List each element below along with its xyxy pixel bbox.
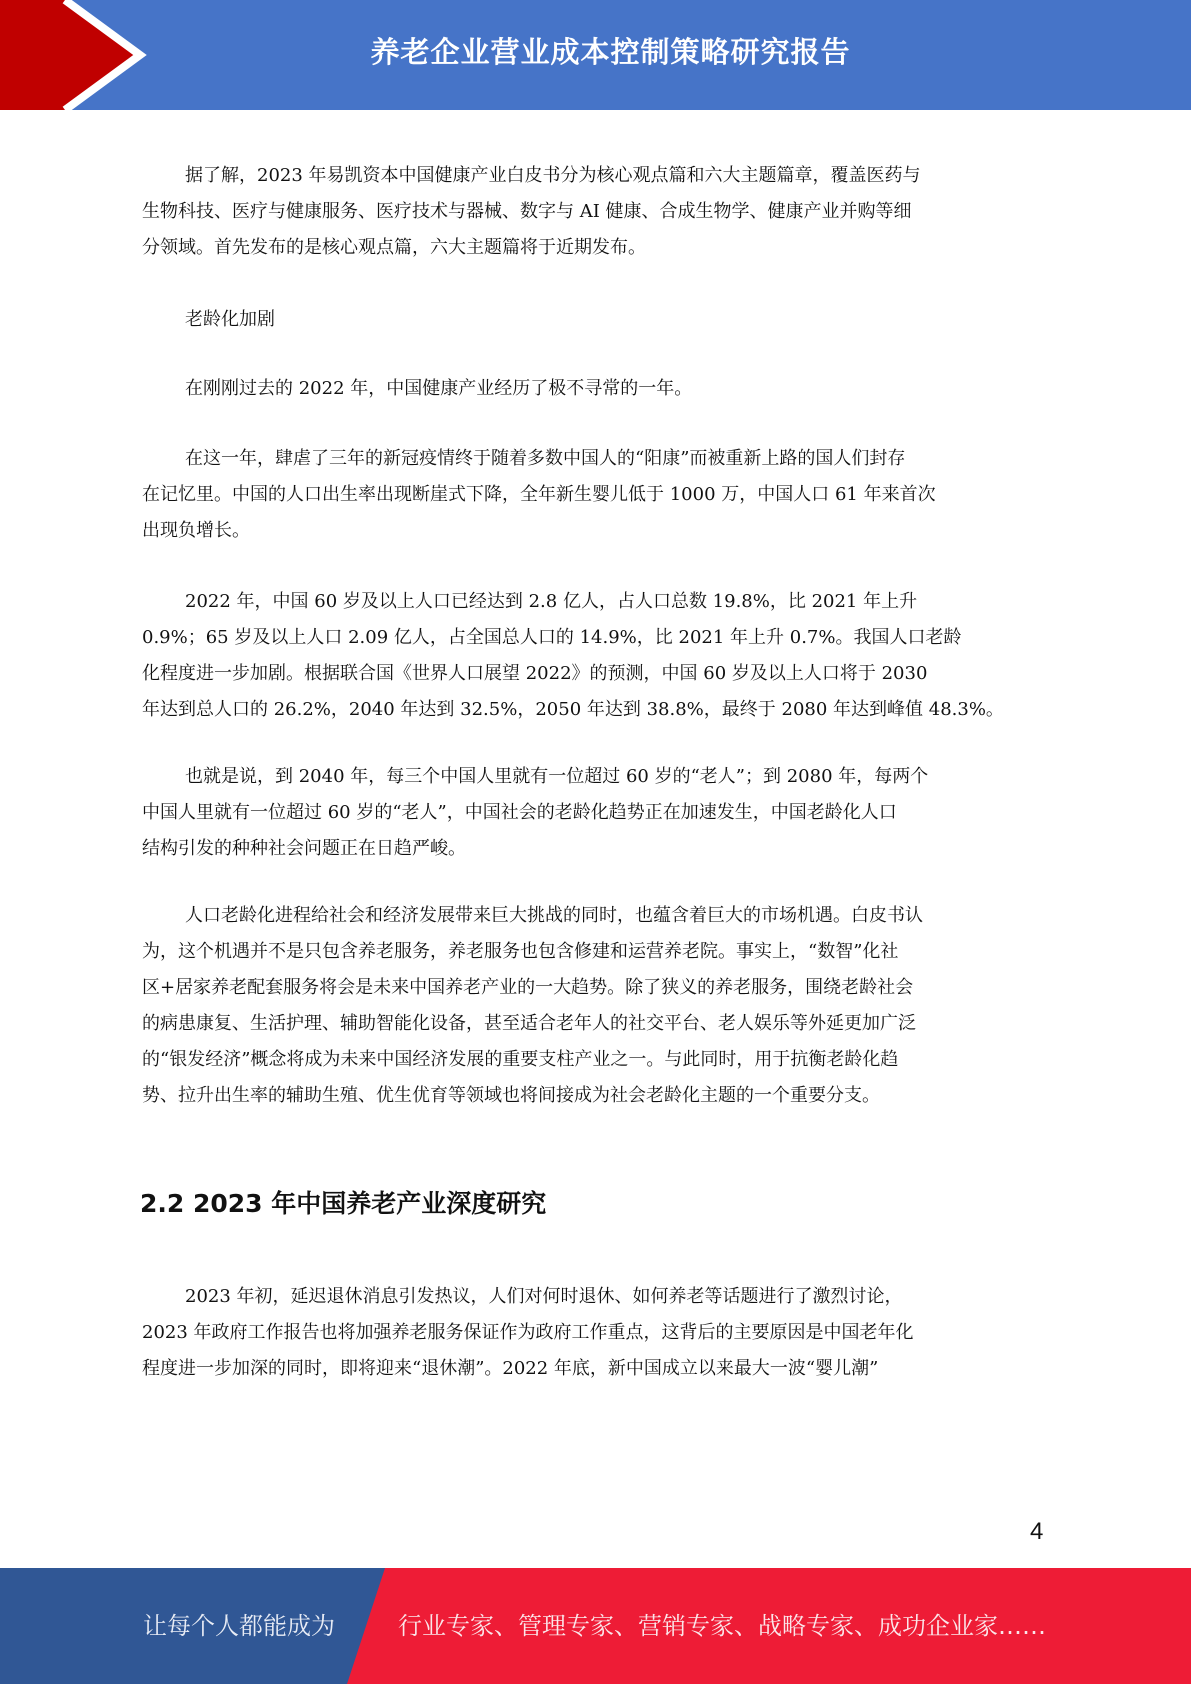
text-line: 年达到总人口的 26.2%，2040 年达到 32.5%，2050 年达到 38.8%，最终于 2080 年达到峰值 48.3%。	[142, 699, 1004, 720]
text-line: 据了解，2023 年易凯资本中国健康产业白皮书分为核心观点篇和六大主题篇章，覆盖医药与	[185, 165, 921, 186]
text-line: 势、拉升出生率的辅助生殖、优生优育等领域也将间接成为社会老龄化主题的一个重要分支。	[142, 1085, 880, 1106]
text-line: 程度进一步加深的同时，即将迎来“退休潮”。2022 年底，新中国成立以来最大一波“婴儿潮”	[142, 1358, 879, 1379]
text-line: 在刚刚过去的 2022 年，中国健康产业经历了极不寻常的一年。	[185, 378, 693, 399]
text-line: 在记忆里。中国的人口出生率出现断崖式下降，全年新生婴儿低于 1000 万，中国人口 61 年来首次	[142, 484, 936, 505]
text-line: 人口老龄化进程给社会和经济发展带来巨大挑战的同时，也蕴含着巨大的市场机遇。白皮书认	[185, 905, 923, 926]
paragraph-5	[142, 759, 1062, 867]
text-line: 老龄化加剧	[185, 309, 275, 330]
footer-slogan-left: 让每个人都能成为	[143, 1612, 335, 1640]
text-line: 区+居家养老配套服务将会是未来中国养老产业的一大趋势。除了狭义的养老服务，围绕老龄社会	[142, 977, 914, 998]
paragraph-3	[142, 441, 1062, 549]
paragraph-6	[142, 898, 1062, 1114]
text-line: 分领域。首先发布的是核心观点篇，六大主题篇将于近期发布。	[142, 237, 646, 258]
page-footer	[0, 1568, 1191, 1684]
text-line: 为，这个机遇并不是只包含养老服务，养老服务也包含修建和运营养老院。事实上，“数智”化社	[142, 941, 899, 962]
text-line: 生物科技、医疗与健康服务、医疗技术与器械、数字与 AI 健康、合成生物学、健康产业并购等细	[142, 201, 912, 222]
text-line: 2023 年初，延迟退休消息引发热议，人们对何时退休、如何养老等话题进行了激烈讨论，	[185, 1286, 903, 1307]
text-line: 化程度进一步加剧。根据联合国《世界人口展望 2022》的预测，中国 60 岁及以上人口将于 2030	[142, 663, 928, 684]
page-header	[0, 0, 1191, 110]
text-line: 中国人里就有一位超过 60 岁的“老人”，中国社会的老龄化趋势正在加速发生，中国老龄化人口	[142, 802, 897, 823]
footer-slogan-right: 行业专家、管理专家、营销专家、战略专家、成功企业家……	[398, 1612, 1046, 1640]
page-number: 4	[1030, 1518, 1044, 1545]
text-line: 0.9%；65 岁及以上人口 2.09 亿人，占全国总人口的 14.9%，比 2021 年上升 0.7%。我国人口老龄	[142, 627, 962, 648]
text-line: 的“银发经济”概念将成为未来中国经济发展的重要支柱产业之一。与此同时，用于抗衡老龄化趋	[142, 1049, 899, 1070]
section-heading: 2.2 2023 年中国养老产业深度研究	[140, 1189, 547, 1218]
text-line: 也就是说，到 2040 年，每三个中国人里就有一位超过 60 岁的“老人”；到 2080 年，每两个	[185, 766, 929, 787]
text-line: 结构引发的种种社会问题正在日趋严峻。	[142, 838, 466, 859]
report-title: 养老企业营业成本控制策略研究报告	[370, 35, 851, 69]
paragraph-1	[142, 158, 1062, 266]
text-line: 在这一年，肆虐了三年的新冠疫情终于随着多数中国人的“阳康”而被重新上路的国人们封存	[185, 448, 906, 469]
text-line: 的病患康复、生活护理、辅助智能化设备，甚至适合老年人的社交平台、老人娱乐等外延更加广泛	[142, 1013, 916, 1034]
subheading-aging	[142, 302, 1062, 338]
text-line: 2022 年，中国 60 岁及以上人口已经达到 2.8 亿人，占人口总数 19.8%，比 2021 年上升	[185, 591, 918, 612]
text-line: 出现负增长。	[142, 520, 250, 541]
text-line: 2023 年政府工作报告也将加强养老服务保证作为政府工作重点，这背后的主要原因是中国老年化	[142, 1322, 914, 1343]
paragraph-4	[142, 584, 1062, 728]
paragraph-7	[142, 1279, 1062, 1387]
paragraph-2	[142, 371, 1062, 407]
